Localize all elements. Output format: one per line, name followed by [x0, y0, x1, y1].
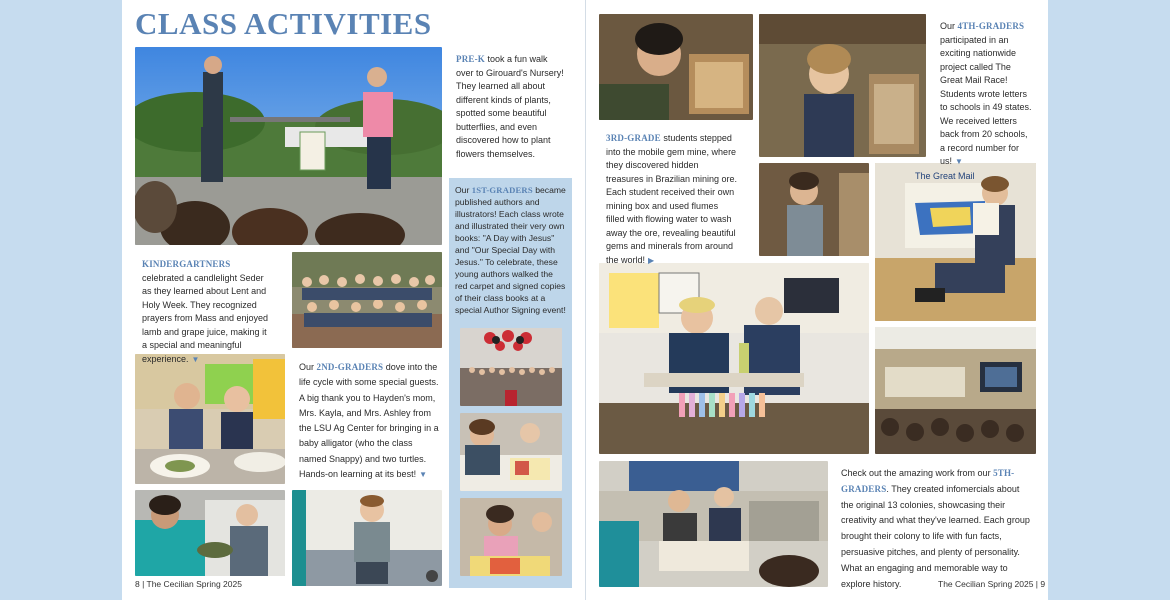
fifth-grade-infomercial-photo [599, 263, 869, 454]
mail-race-sign: The Great Mail [915, 171, 975, 181]
first-grade-red-carpet-photo [460, 328, 562, 406]
kindergarten-text: celebrated a candlelight Seder as they learned about Lent and Holy Week. They recognized prayers from Mass and enjoyed lamb and grape juice, making it a special and meaningful experience. [142, 272, 269, 364]
classroom-tv-photo [875, 327, 1036, 454]
third-grade-label: 3RD-GRADE [606, 133, 661, 143]
fifth-grade-text: . They created infomercials about the original 13 colonies, showcasing their creativity and what they've learned. Each group brought their colony to life with fun facts, persuasive pitches, and plenty of personality. What an engaging and memorable way to explore history. [841, 483, 1030, 589]
second-grade-intro: Our [299, 362, 317, 372]
first-grade-text: became published authors and illustrators! Each class wrote and illustrated their very own books: "A Day with Jesus" and "Our Special Day with Jesus." To celebrate, these young authors walked the red carpet and signed copies of their class books at a special Author Signing event! [455, 185, 566, 315]
gem-mine-box-photo [599, 14, 753, 120]
continue-arrow-icon: ▶ [648, 255, 655, 265]
prek-label: PRE-K [456, 54, 485, 64]
page-title: CLASS ACTIVITIES [135, 6, 432, 41]
footer-left: 8 | The Cecilian Spring 2025 [135, 579, 242, 589]
continue-arrow-icon: ▼ [955, 157, 963, 166]
first-grade-label: 1ST-GRADERS [471, 185, 533, 195]
fifth-grade-intro: Check out the amazing work from our [841, 468, 994, 478]
gem-mine-flume-photo [759, 14, 926, 157]
second-grade-boy-photo [292, 490, 442, 586]
second-grade-text: dove into the life cycle with some special guests. A big thank you to Hayden's mom, Mrs. Kayla, and Mrs. Ashley from the LSU Ag Center for bringing in a baby alligator (who the class named Snappy) and two turtles. Hands-on learning at its best! [299, 362, 439, 480]
prek-text: took a fun walk over to Girouard's Nursery! They learned all about different kinds of plants, spotted some beautiful butterflies, and even discovered how to plant flowers themselves. [456, 54, 564, 159]
kindergarten-seder-photo [135, 354, 285, 484]
fifth-grade-paragraph [841, 466, 1031, 592]
first-grade-intro: Our [455, 185, 472, 195]
fourth-grade-text: participated in an exciting nationwide project called The Great Mail Race! Students wrote letters to schools in 49 states. We received letters back from 20 schools, a record number for us! [940, 34, 1032, 166]
second-grade-teacher-photo [135, 490, 285, 576]
fifth-grade-classroom-photo [599, 461, 828, 587]
fourth-grade-paragraph [940, 20, 1032, 169]
first-grade-signing-photo [460, 413, 562, 491]
third-grade-paragraph [606, 132, 738, 267]
fifth-grade-label: 5TH-GRADERS [841, 468, 1015, 494]
continue-arrow-icon: ▼ [419, 470, 427, 480]
third-grade-text: students stepped into the mobile gem mine, where they discovered hidden treasures in Brazilian mining ore. Each student received their own mining box and used flumes filled with flowing water to wash away the ore, revealing beautiful gems and minerals from around the world! [606, 133, 738, 265]
continue-arrow-icon: ▼ [191, 354, 200, 364]
footer-right: The Cecilian Spring 2025 | 9 [938, 579, 1046, 589]
first-grade-paragraph [455, 184, 567, 316]
fourth-grade-label: 4TH-GRADERS [957, 21, 1025, 31]
prek-nursery-photo [135, 47, 442, 245]
kindergarten-label: KINDERGARTNERS [142, 259, 231, 269]
prek-paragraph [456, 53, 566, 161]
page-gutter [585, 0, 586, 600]
gem-student-photo [759, 163, 869, 256]
first-grade-author-photo [460, 498, 562, 576]
fourth-grade-intro: Our [940, 21, 958, 31]
kindergarten-group-photo [292, 252, 442, 348]
kindergarten-paragraph [142, 258, 272, 366]
second-grade-paragraph [299, 360, 439, 482]
great-mail-race-photo [875, 163, 1036, 321]
second-grade-label: 2ND-GRADERS [316, 362, 384, 372]
